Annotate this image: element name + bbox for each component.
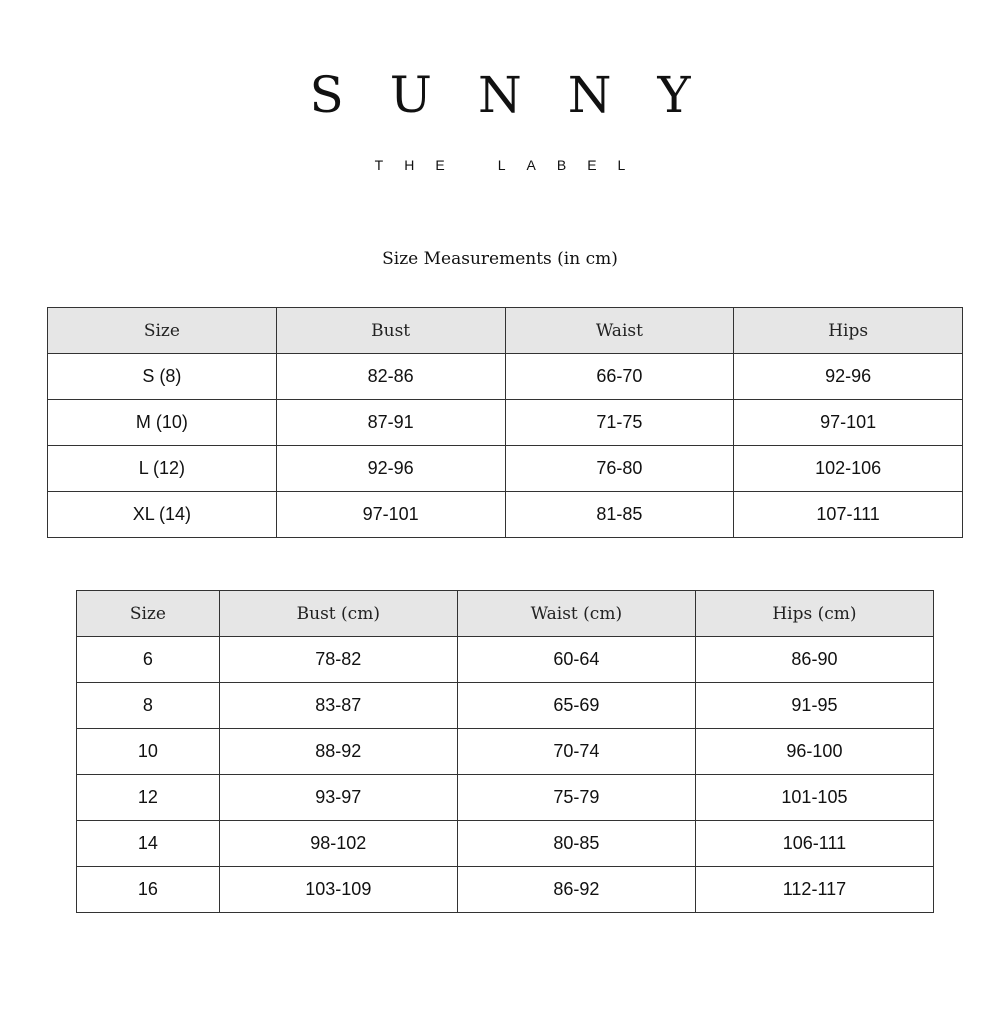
brand-letter: N (567, 66, 658, 124)
table-cell: 81-85 (505, 492, 734, 538)
table-cell: 91-95 (695, 683, 933, 729)
table-row (48, 492, 963, 538)
table-cell: 97-101 (734, 400, 963, 446)
table-cell: 6 (77, 637, 220, 683)
tagline-letter: E (587, 157, 618, 173)
header-cell: Bust (cm) (219, 591, 457, 637)
table-cell: 75-79 (457, 775, 695, 821)
table-row (77, 729, 934, 775)
table-cell: 66-70 (505, 354, 734, 400)
table-cell: 88-92 (219, 729, 457, 775)
table-cell: 80-85 (457, 821, 695, 867)
table-cell: 101-105 (695, 775, 933, 821)
table-row (77, 637, 934, 683)
header-cell: Hips (734, 308, 963, 354)
brand-letter: U (389, 66, 478, 124)
tagline-letter: B (556, 157, 588, 173)
table-row (48, 400, 963, 446)
table-cell: 71-75 (505, 400, 734, 446)
header-cell: Size (77, 591, 220, 637)
table-cell: 102-106 (734, 446, 963, 492)
tagline-letter: L (617, 157, 647, 173)
table-cell: 112-117 (695, 867, 933, 913)
size-table-numeric (76, 590, 934, 913)
table-cell: 60-64 (457, 637, 695, 683)
table-cell: 107-111 (734, 492, 963, 538)
section-title: Size Measurements (in cm) (382, 249, 618, 269)
table-cell: 87-91 (276, 400, 505, 446)
table-cell: 106-111 (695, 821, 933, 867)
header-cell: Size (48, 308, 277, 354)
tagline-letter: T (374, 157, 405, 173)
brand-tagline (0, 154, 1000, 176)
table-cell: 98-102 (219, 821, 457, 867)
table-cell: L (12) (48, 446, 277, 492)
table-cell: 70-74 (457, 729, 695, 775)
table-cell: 92-96 (276, 446, 505, 492)
table-cell: M (10) (48, 400, 277, 446)
table-header-row (48, 308, 963, 354)
table-cell: 83-87 (219, 683, 457, 729)
header-cell: Waist (505, 308, 734, 354)
size-table-standard (47, 307, 963, 538)
table-cell: 103-109 (219, 867, 457, 913)
table-row (77, 821, 934, 867)
table-row (77, 867, 934, 913)
table-cell: 92-96 (734, 354, 963, 400)
tagline-letter: A (526, 157, 557, 173)
tagline-letter: E (435, 157, 466, 173)
table-header-row (77, 591, 934, 637)
brand-letter: Y (657, 66, 737, 124)
brand-letter: S (309, 66, 390, 124)
table-cell: 14 (77, 821, 220, 867)
table-cell: 86-92 (457, 867, 695, 913)
table-row (48, 446, 963, 492)
table-cell: XL (14) (48, 492, 277, 538)
table-cell: S (8) (48, 354, 277, 400)
table-cell: 76-80 (505, 446, 734, 492)
brand-logo (0, 62, 1000, 128)
table-cell: 97-101 (276, 492, 505, 538)
table-cell: 93-97 (219, 775, 457, 821)
tagline-letter: L (497, 157, 527, 173)
table-row (77, 775, 934, 821)
table-cell: 78-82 (219, 637, 457, 683)
header-cell: Waist (cm) (457, 591, 695, 637)
table-cell: 16 (77, 867, 220, 913)
table-cell: 65-69 (457, 683, 695, 729)
table-cell: 86-90 (695, 637, 933, 683)
table-cell: 12 (77, 775, 220, 821)
table-row (77, 683, 934, 729)
table-row (48, 354, 963, 400)
header-cell: Bust (276, 308, 505, 354)
table-cell: 10 (77, 729, 220, 775)
table-cell: 8 (77, 683, 220, 729)
header-cell: Hips (cm) (695, 591, 933, 637)
table-cell: 82-86 (276, 354, 505, 400)
tagline-letter: H (404, 157, 436, 173)
table-cell: 96-100 (695, 729, 933, 775)
brand-letter: N (477, 66, 568, 124)
